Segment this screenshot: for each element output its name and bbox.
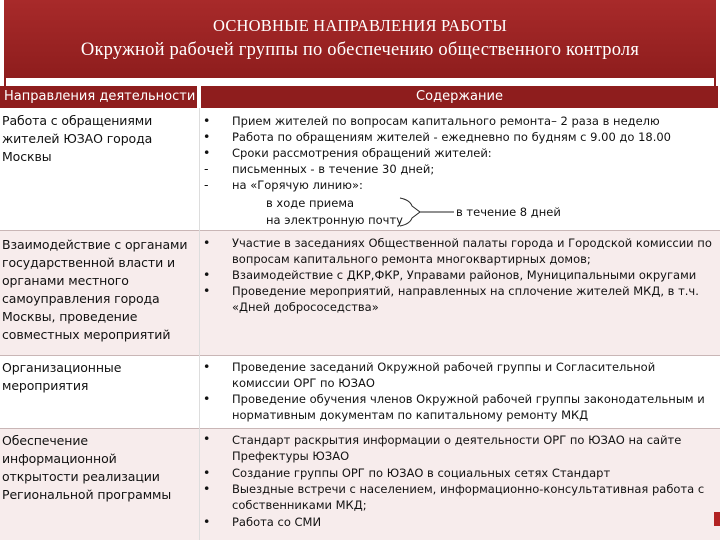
- column-header-content: Содержание: [201, 86, 718, 108]
- column-header-directions: Направления деятельности: [0, 86, 197, 108]
- content-line: на электронную почту: [266, 213, 403, 227]
- table-row: [0, 356, 720, 428]
- bullet: •: [203, 481, 211, 496]
- column-divider: [199, 108, 200, 540]
- content-line: Проведение обучения членов Окружной рабочей группы законодательным и нормативным документам по капитальному ремонту МКД: [232, 392, 705, 422]
- content-line: Работа по обращениям жителей - ежедневно по будням с 9.00 до 18.00: [232, 130, 671, 144]
- row-category: Взаимодействие с органами государственной власти и органами местного самоуправления города Москвы, проведение совместных мероприятий: [2, 237, 188, 342]
- bullet: •: [203, 267, 211, 282]
- bullet: •: [203, 514, 211, 529]
- content-line: Проведение мероприятий, направленных на сплочение жителей МКД, в т.ч. «Дней добрососедства»: [232, 284, 699, 314]
- row-category: Обеспечение информационной открытости реализации Региональной программы: [2, 433, 172, 502]
- content-line: Участие в заседаниях Общественной палаты города и Городской комиссии по вопросам капитального ремонта многоквартирных домов;: [232, 236, 712, 266]
- bullet: •: [203, 359, 211, 374]
- bullet: •: [203, 113, 211, 128]
- curly-brace-icon: [398, 192, 458, 232]
- title-line-2: Окружной рабочей группы по обеспечению общественного контроля: [80, 40, 640, 60]
- title-banner: [4, 0, 716, 78]
- table-row: [0, 429, 720, 540]
- title-line-1: ОСНОВНЫЕ НАПРАВЛЕНИЯ РАБОТЫ: [213, 16, 507, 35]
- content-line: Взаимодействие с ДКР,ФКР, Управами районов, Муниципальными округами: [232, 268, 697, 282]
- table-row: [0, 231, 720, 355]
- bullet: •: [203, 431, 211, 446]
- content-line: письменных - в течение 30 дней;: [232, 162, 435, 176]
- dash: -: [204, 177, 209, 192]
- content-line: Сроки рассмотрения обращений жителей:: [232, 146, 492, 160]
- content-line: в течение 8 дней: [456, 205, 561, 219]
- bullet: •: [203, 235, 211, 250]
- content-line: Проведение заседаний Окружной рабочей группы и Согласительной комиссии ОРГ по ЮЗАО: [232, 360, 656, 390]
- row-category: Организационные мероприятия: [2, 360, 122, 393]
- bullet: •: [203, 465, 211, 480]
- content-line: Работа со СМИ: [232, 515, 322, 529]
- bullet: •: [203, 283, 211, 298]
- content-line: Создание группы ОРГ по ЮЗАО в социальных сетях Стандарт: [232, 466, 611, 480]
- row-category: Работа с обращениями жителей ЮЗАО города Москвы: [2, 113, 153, 164]
- table-row: [0, 108, 720, 230]
- dash: -: [204, 161, 209, 176]
- content-line: в ходе приема: [266, 196, 355, 210]
- corner-accent: [714, 512, 720, 526]
- bullet: •: [203, 145, 211, 160]
- bullet: •: [203, 129, 211, 144]
- bullet: •: [203, 391, 211, 406]
- content-line: на «Горячую линию»:: [232, 178, 363, 192]
- content-line: Стандарт раскрытия информации о деятельности ОРГ по ЮЗАО на сайте Префектуры ЮЗАО: [232, 433, 682, 463]
- content-line: Выездные встречи с населением, информационно-консультативная работа с собственниками МКД;: [232, 482, 705, 512]
- content-line: Прием жителей по вопросам капитального ремонта– 2 раза в неделю: [232, 114, 660, 128]
